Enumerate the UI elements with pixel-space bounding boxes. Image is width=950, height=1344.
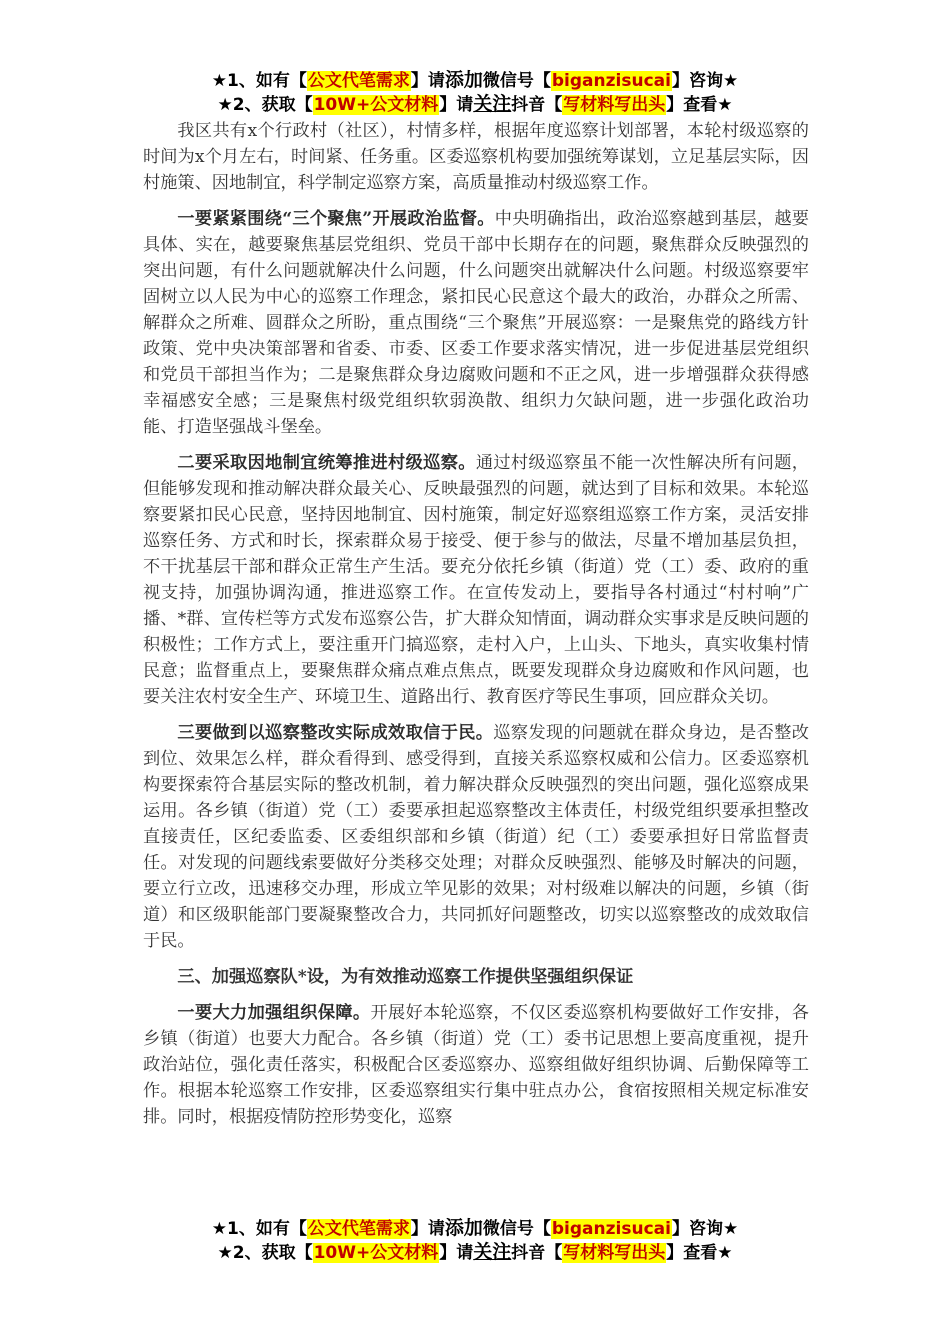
banner-text: ★1、如有【 <box>211 71 307 91</box>
banner-text: 】咨询★ <box>671 71 739 91</box>
paragraph: 我区共有x个行政村（社区），村情多样，根据年度巡察计划部署，本轮村级巡察的时间为x个月左右，时间紧、任务重。区委巡察机构要加强统筹谋划，立足基层实际，因村施策、因地制宜，科学制定巡察方案，高质量推动村级巡察工作。 <box>143 121 809 193</box>
paragraph <box>143 450 809 710</box>
paragraph <box>143 206 809 440</box>
paragraph <box>143 720 809 954</box>
highlight-text: 公文代笔需求 <box>307 71 410 91</box>
paragraph-text: 巡察发现的问题就在群众身边，是否整改到位、效果怎么样，群众看得到、感受得到，直接关系巡察权威和公信力。区委巡察机构要探索符合基层实际的整改机制，着力解决群众反映强烈的突出问题，强化巡察成果运用。各乡镇（街道）党（工）委要承担起巡察整改主体责任，村级党组织要承担整改直接责任，区纪委监委、区委组织部和乡镇（街道）纪（工）委要承担好日常监督责任。对发现的问题线索要做好分类移交处理；对群众反映强烈、能够及时解决的问题，要立行立改，迅速移交办理，形成立竿见影的效果；对村级难以解决的问题，乡镇（街道）和区级职能部门要凝聚整改合力，共同抓好问题整改，切实以巡察整改的成效取信于民。 <box>143 723 809 951</box>
emphasis-text: 添加 <box>444 69 483 91</box>
highlight-text: 10W+公文材料 <box>313 1243 439 1263</box>
banner-line-2 <box>0 92 950 116</box>
banner-line-2 <box>0 1240 950 1264</box>
banner-text: ★1、如有【 <box>211 1219 307 1239</box>
section-heading: 三、加强巡察队*设，为有效推动巡察工作提供坚强组织保证 <box>177 967 634 987</box>
banner-text: 】请 <box>410 71 445 91</box>
highlight-text: biganzisucai <box>551 1219 671 1239</box>
paragraph-heading: 三要做到以巡察整改实际成效取信于民。 <box>177 723 494 743</box>
banner-text: 】查看★ <box>666 95 733 115</box>
emphasis-text: 关注 <box>473 1241 512 1263</box>
document-body <box>143 118 809 1140</box>
banner-text: 微信号【 <box>482 71 551 91</box>
paragraph-heading: 二要采取因地制宜统筹推进村级巡察。 <box>177 453 476 473</box>
banner-text: 微信号【 <box>482 1219 551 1239</box>
banner-text: 】请 <box>439 1243 474 1263</box>
highlight-text: biganzisucai <box>551 71 671 91</box>
emphasis-text: 关注 <box>473 93 512 115</box>
paragraph-text: 中央明确指出，政治巡察越到基层，越要具体、实在，越要聚焦基层党组织、党员干部中长期存在的问题，聚焦群众反映强烈的突出问题，有什么问题就解决什么问题，什么问题突出就解决什么问题。村级巡察要牢固树立以人民为中心的巡察工作理念，紧扣民心民意这个最大的政治，办群众之所需、解群众之所难、圆群众之所盼，重点围绕“三个聚焦”开展巡察：一是聚焦党的路线方针政策、党中央决策部署和省委、市委、区委工作要求落实情况，进一步促进基层党组织和党员干部担当作为；二是聚焦群众身边腐败问题和不正之风，进一步增强群众获得感幸福感安全感；三是聚焦村级党组织软弱涣散、组织力欠缺问题，进一步强化政治功能、打造坚强战斗堡垒。 <box>143 209 809 437</box>
bottom-banner <box>0 1216 950 1264</box>
banner-text: 抖音【 <box>511 95 563 115</box>
top-banner <box>0 68 950 116</box>
banner-text: ★2、获取【 <box>217 1243 313 1263</box>
paragraph-text: 通过村级巡察虽不能一次性解决所有问题，但能够发现和推动解决群众最关心、反映最强烈的问题，就达到了目标和效果。本轮巡察要紧扣民心民意，坚持因地制宜、因村施策，制定好巡察组巡察工作方案，灵活安排巡察任务、方式和时长，探索群众易于接受、便于参与的做法，尽量不增加基层负担，不干扰基层干部和群众正常生产生活。要充分依托乡镇（街道）党（工）委、政府的重视支持，加强协调沟通，推进巡察工作。在宣传发动上，要指导各村通过“村村响”广播、*群、宣传栏等方式发布巡察公告，扩大群众知情面，调动群众实事求是反映问题的积极性；工作方式上，要注重开门搞巡察，走村入户，上山头、下地头，真实收集村情民意；监督重点上，要聚焦群众痛点难点焦点，既要发现群众身边腐败和作风问题，也要关注农村安全生产、环境卫生、道路出行、教育医疗等民生事项，回应群众关切。 <box>143 453 809 707</box>
banner-text: 】查看★ <box>666 1243 733 1263</box>
banner-line-1 <box>0 68 950 92</box>
banner-text: ★2、获取【 <box>217 95 313 115</box>
banner-text: 】咨询★ <box>671 1219 739 1239</box>
banner-text: 】请 <box>439 95 474 115</box>
highlight-text: 写材料写出头 <box>563 95 666 115</box>
highlight-text: 10W+公文材料 <box>313 95 439 115</box>
highlight-text: 公文代笔需求 <box>307 1219 410 1239</box>
banner-line-1 <box>0 1216 950 1240</box>
paragraph-heading: 一要紧紧围绕“三个聚焦”开展政治监督。 <box>177 209 495 229</box>
paragraph <box>143 1000 809 1130</box>
paragraph-text: 开展好本轮巡察，不仅区委巡察机构要做好工作安排，各乡镇（街道）也要大力配合。各乡镇（街道）党（工）委书记思想上要高度重视，提升政治站位，强化责任落实，积极配合区委巡察办、巡察组做好组织协调、后勤保障等工作。根据本轮巡察工作安排，区委巡察组实行集中驻点办公，食宿按照相关规定标准安排。同时，根据疫情防控形势变化，巡察 <box>143 1003 809 1127</box>
highlight-text: 写材料写出头 <box>563 1243 666 1263</box>
emphasis-text: 添加 <box>444 1217 483 1239</box>
paragraph-heading: 一要大力加强组织保障。 <box>177 1003 371 1023</box>
banner-text: 抖音【 <box>511 1243 563 1263</box>
banner-text: 】请 <box>410 1219 445 1239</box>
